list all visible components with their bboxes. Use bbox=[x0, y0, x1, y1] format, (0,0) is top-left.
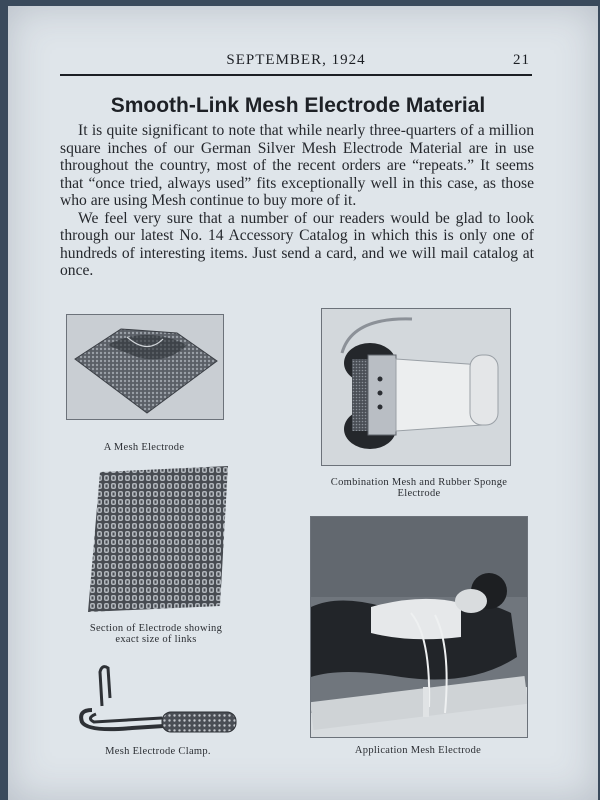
running-head-date: SEPTEMBER, 1924 bbox=[226, 52, 366, 68]
combination-electrode-photo bbox=[321, 308, 511, 466]
mesh-electrode-clamp-photo bbox=[72, 658, 244, 738]
running-head bbox=[60, 44, 532, 76]
caption-mesh-electrode: A Mesh Electrode bbox=[103, 442, 185, 453]
caption-section-line-2: exact size of links bbox=[115, 634, 197, 645]
article-body bbox=[60, 122, 534, 280]
paragraph-1: It is quite significant to note that while nearly three-quarters of a million square inches of our German Silver Mesh Electrode Material are in use throughout the country, most of the recent orders are “repeats.” It seems that “once tried, always used” fits exceptionally well in this case, as those who are using Mesh continue to buy more of it. bbox=[60, 122, 534, 209]
caption-section-line-1: Section of Electrode showing bbox=[89, 623, 223, 634]
caption-application: Application Mesh Electrode bbox=[354, 745, 482, 756]
page-number: 21 bbox=[513, 52, 530, 68]
mesh-electrode-photo bbox=[66, 314, 224, 420]
article-title: Smooth-Link Mesh Electrode Material bbox=[110, 94, 486, 117]
caption-clamp: Mesh Electrode Clamp. bbox=[105, 746, 211, 757]
combination-electrode-illustration bbox=[322, 309, 510, 465]
mesh-electrode-illustration bbox=[67, 315, 223, 419]
electrode-section-photo bbox=[82, 466, 232, 612]
clamp-illustration bbox=[72, 658, 244, 738]
caption-electrode-section bbox=[58, 623, 254, 645]
magazine-page bbox=[8, 6, 598, 800]
caption-combination-electrode bbox=[304, 477, 534, 499]
paragraph-2: We feel very sure that a number of our readers would be glad to look through our latest No. 14 Accessory Catalog in which this is only one of hundreds of interesting items. Just send a card, and we will mail catalog at once. bbox=[60, 209, 534, 279]
application-illustration bbox=[311, 517, 527, 737]
electrode-section-illustration bbox=[82, 466, 232, 612]
application-electrode-photo bbox=[310, 516, 528, 738]
caption-combination-line-1: Combination Mesh and Rubber Sponge bbox=[330, 477, 508, 488]
caption-combination-line-2: Electrode bbox=[397, 488, 441, 499]
